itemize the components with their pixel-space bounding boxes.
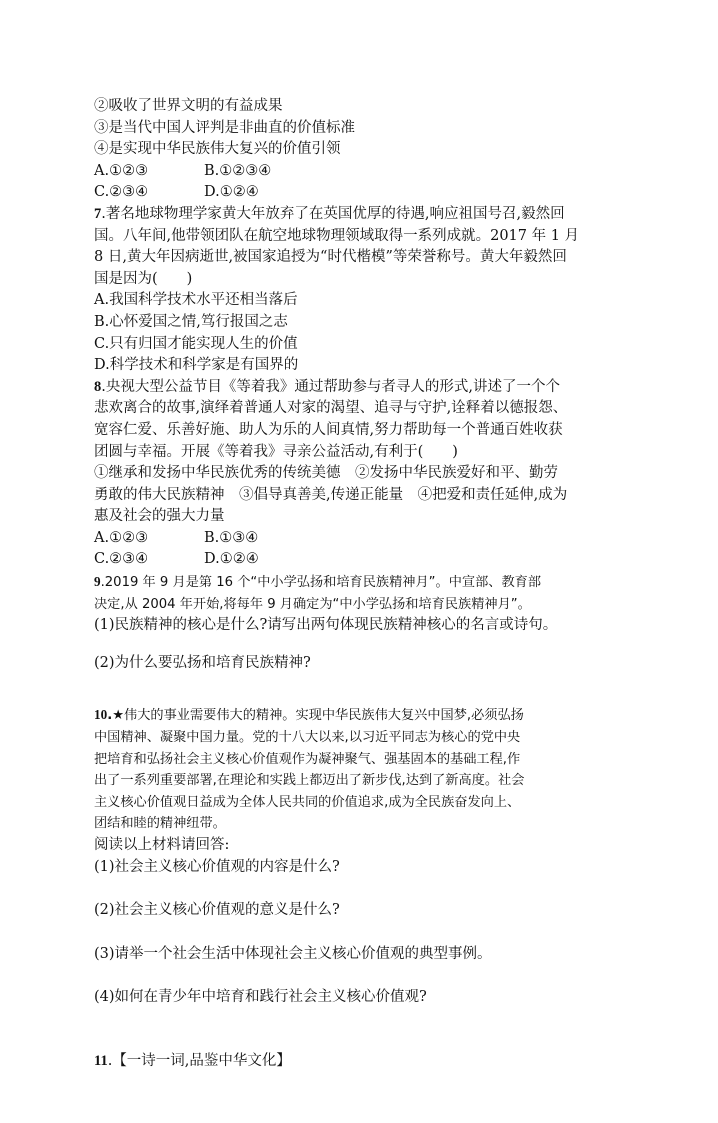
- q6-item-2: ②吸收了世界文明的有益成果: [94, 98, 283, 114]
- q9-number: 9: [94, 574, 101, 590]
- q8-stem-line-1: 8.央视大型公益节目《等着我》通过帮助参与者寻人的形式,讲述了一个个: [94, 378, 560, 395]
- q10-stem-line-1: 10.★伟大的事业需要伟大的精神。实现中华民族伟大复兴中国梦,必须弘扬: [94, 707, 524, 724]
- q7-stem-line-3: 8 日,黄大年因病逝世,被国家追授为“时代楷模”等荣誉称号。黄大年毅然回: [94, 249, 567, 266]
- q7-option-c: C.只有归国才能实现人生的价值: [94, 335, 298, 352]
- q10-stem-line-6: 团结和睦的精神纽带。: [94, 816, 226, 832]
- q8-stem-line-6: 勇敢的伟大民族精神 ③倡导真善美,传递正能量 ④把爱和责任延伸,成为: [94, 486, 568, 503]
- q7-stem-line-4: 国是因为( ): [94, 270, 193, 287]
- q10-stem-line-5: 主义核心价值观日益成为全体人民共同的价值追求,成为全民族奋发向上、: [94, 794, 521, 810]
- q6-option-d: D.①②④: [204, 184, 259, 201]
- q8-option-b: B.①③④: [204, 529, 259, 546]
- q6-option-b: B.①②③④: [204, 162, 272, 179]
- q8-stem-line-7: 惠及社会的强大力量: [94, 508, 225, 525]
- q7-option-d: D.科学技术和科学家是有国界的: [94, 357, 299, 374]
- q7-stem-line-1: 7.著名地球物理学家黄大年放弃了在英国优厚的待遇,响应祖国号召,毅然回: [94, 205, 565, 222]
- q8-option-d: D.①②④: [204, 551, 259, 568]
- q8-stem-line-5: ①继承和发扬中华民族优秀的传统美德 ②发扬中华民族爱好和平、勤劳: [94, 465, 558, 482]
- q9-subquestion-2: (2)为什么要弘扬和培育民族精神?: [94, 654, 311, 671]
- q10-stem-line-4: 出了一系列重要部署,在理论和实践上都迈出了新步伐,达到了新高度。社会: [94, 773, 525, 789]
- q6-option-a: A.①②③: [94, 162, 149, 179]
- q8-stem-line-3: 宽容仁爱、乐善好施、助人为乐的人间真情,努力帮助每一个普通百姓收获: [94, 421, 563, 438]
- q8-option-a: A.①②③: [94, 529, 149, 546]
- q10-star-mark: .★: [107, 708, 125, 724]
- q10-subquestion-1: (1)社会主义核心价值观的内容是什么?: [94, 858, 340, 875]
- q6-item-4: ④是实现中华民族伟大复兴的价值引领: [94, 141, 341, 158]
- q11-title: .【一诗一词,品鉴中华文化】: [107, 1052, 291, 1069]
- q10-subquestion-3: (3)请举一个社会生活中体现社会主义核心价值观的典型事例。: [94, 945, 492, 962]
- q10-stem-line-2: 中国精神、凝聚中国力量。党的十八大以来,以习近平同志为核心的党中央: [94, 730, 521, 746]
- q6-option-c: C.②③④: [94, 184, 149, 201]
- q8-options-row-2: [94, 549, 614, 571]
- q7-number: 7: [94, 205, 102, 222]
- q7-option-a: A.我国科学技术水平还相当落后: [94, 292, 298, 309]
- document-content: [94, 96, 614, 1073]
- q8-options-row-1: [94, 528, 614, 550]
- q10-stem-line-3: 把培育和弘扬社会主义核心价值观作为凝神聚气、强基固本的基础工程,作: [94, 751, 521, 767]
- q11-number: 11: [94, 1052, 108, 1069]
- q9-stem-line-2: 决定,从 2004 年开始,将每年 9 月确定为“中小学弘扬和培育民族精神月”。: [94, 596, 531, 612]
- q10-subquestion-4: (4)如何在青少年中培育和践行社会主义核心价值观?: [94, 989, 427, 1006]
- q6-options-row-2: [94, 182, 614, 204]
- q10-prompt: 阅读以上材料请回答:: [94, 837, 230, 853]
- q8-stem-line-4: 团圆与幸福。开展《等着我》寻亲公益活动,有利于( ): [94, 443, 458, 460]
- q9-stem-line-1: 9.2019 年 9 月是第 16 个“中小学弘扬和培育民族精神月”。中宣部、教育部: [94, 574, 542, 591]
- q6-item-3: ③是当代中国人评判是非曲直的价值标准: [94, 119, 355, 136]
- q9-subquestion-1: (1)民族精神的核心是什么?请写出两句体现民族精神核心的名言或诗句。: [94, 617, 558, 634]
- q6-options-row-1: [94, 161, 614, 183]
- q10-subquestion-2: (2)社会主义核心价值观的意义是什么?: [94, 902, 340, 919]
- q8-option-c: C.②③④: [94, 551, 149, 568]
- q8-number: 8: [94, 378, 102, 395]
- q7-option-b: B.心怀爱国之情,笃行报国之志: [94, 313, 288, 330]
- q7-stem-line-2: 国。八年间,他带领团队在航空地球物理领域取得一系列成就。2017 年 1 月: [94, 227, 580, 244]
- q11-title-line: [94, 1051, 614, 1073]
- q8-stem-line-2: 悲欢离合的故事,演绎着普通人对家的渴望、追寻与守护,诠释着以德报怨、: [94, 400, 568, 417]
- q10-number: 10: [94, 707, 108, 723]
